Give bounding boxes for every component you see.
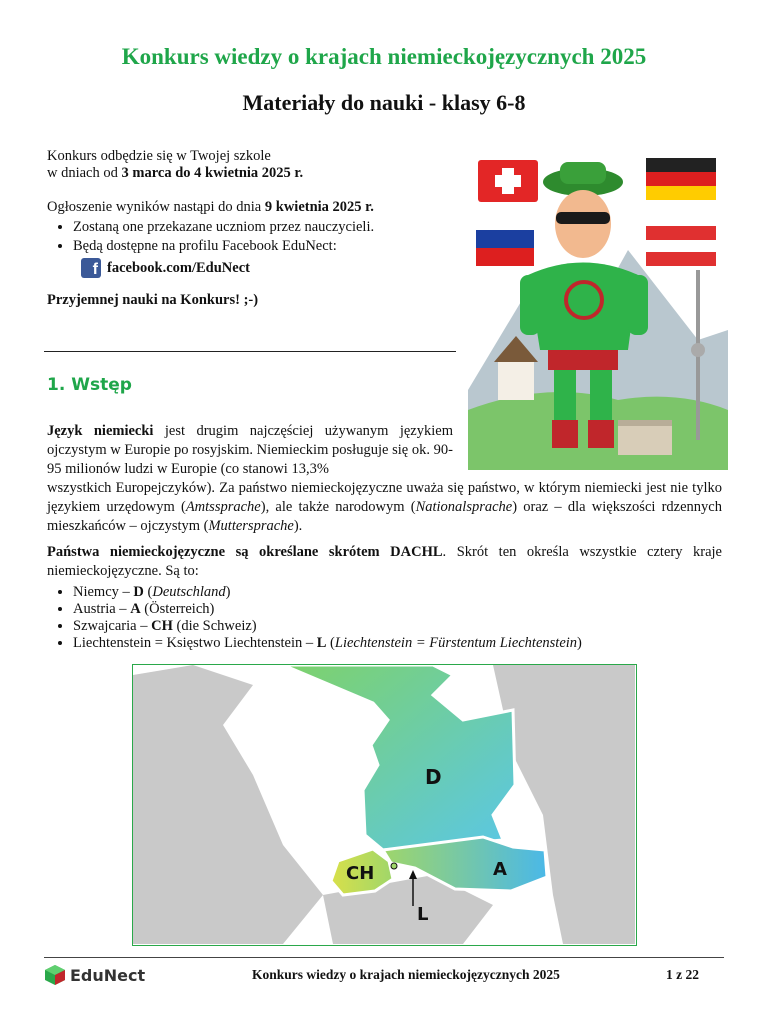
country-paren: ) — [209, 601, 215, 617]
results-bullet: • Zostaną one przekazane uczniom przez nauczycieli. — [73, 218, 467, 237]
logo-cube-icon — [44, 964, 66, 986]
intro-paragraph-1-continued: wszystkich Europejczyków). Za państwo niemieckojęzyczne uważa się państwo, w którym niemiecki jest nie tylko językiem urzędowym (Amtssprache), ale także narodowym (Nationalsprache) oraz – dla większości rdzennych mieszkańców – ojczystym (Muttersprache). — [47, 480, 722, 534]
country-name: Liechtenstein = Księstwo Liechtenstein – — [73, 635, 317, 651]
page-number: 1 z 22 — [666, 967, 699, 982]
label-liechtenstein: L — [417, 904, 429, 925]
section-heading: 1. Wstęp — [47, 375, 132, 395]
country-paren: ( — [326, 635, 335, 651]
country-item — [73, 618, 582, 635]
dachl-map — [132, 664, 637, 946]
country-paren: ) — [225, 584, 231, 600]
country-code: CH — [151, 618, 173, 634]
info-line-2: w dniach od 3 marca do 4 kwietnia 2025 r. — [47, 165, 304, 181]
country-item — [73, 635, 582, 652]
facebook-icon: f — [81, 258, 101, 278]
document-title: Konkurs wiedzy o krajach niemieckojęzycznych 2025 — [121, 44, 647, 69]
country-code: L — [316, 635, 327, 651]
results-bullet: • Będą dostępne na profilu Facebook EduNect: — [73, 237, 467, 256]
liechtenstein-marker — [391, 863, 397, 869]
country-list — [47, 584, 582, 652]
country-paren: ( — [143, 584, 153, 600]
divider — [44, 351, 456, 352]
country-code: A — [130, 601, 141, 617]
country-name: Niemcy – — [73, 584, 134, 600]
closing-line: Przyjemnej nauki na Konkurs! ;-) — [47, 292, 259, 308]
facebook-row[interactable] — [81, 258, 467, 278]
intro-paragraph-1: Język niemiecki jest drugim najczęściej używanym językiem ojczystym w Europie po rosyjskim. Niemieckim posługuje się ok. 90-95 milionów ludzi w Europie (co stanowi 13,3% — [47, 423, 453, 477]
footer-divider — [44, 957, 724, 958]
results-list — [47, 218, 467, 256]
competition-dates: 3 marca do 4 kwietnia 2025 r. — [121, 165, 304, 181]
mascot-illustration — [468, 140, 728, 470]
country-paren: ( — [140, 601, 150, 617]
results-line: Ogłoszenie wyników nastąpi do dnia 9 kwietnia 2025 r. — [47, 199, 374, 215]
country-native-name: Deutschland — [152, 584, 226, 600]
country-code: D — [133, 584, 144, 600]
edunect-logo — [44, 964, 145, 986]
results-date: 9 kwietnia 2025 r. — [264, 199, 374, 215]
country-native-name: Liechtenstein = Fürstentum Liechtenstein — [334, 635, 578, 651]
country-native-name: Österreich — [149, 601, 210, 617]
competition-info — [47, 148, 467, 309]
country-paren: ( — [172, 618, 182, 634]
label-switzerland: CH — [346, 863, 375, 884]
label-germany: D — [425, 765, 442, 789]
country-native-name: die Schweiz — [181, 618, 252, 634]
country-paren: ) — [251, 618, 257, 634]
logo-text: EduNect — [70, 965, 146, 985]
map-graphic — [133, 665, 635, 944]
info-line-1: Konkurs odbędzie się w Twojej szkole — [47, 148, 271, 164]
country-paren: ) — [577, 635, 582, 651]
intro-paragraph-2: Państwa niemieckojęzyczne są określane skrótem DACHL. Skrót ten określa wszystkie cztery kraje niemieckojęzyczne. Są to: — [47, 544, 722, 579]
country-name: Szwajcaria – — [73, 618, 152, 634]
country-name: Austria – — [73, 601, 131, 617]
country-item — [73, 584, 582, 601]
label-austria: A — [493, 859, 507, 880]
facebook-link[interactable]: facebook.com/EduNect — [107, 259, 250, 276]
country-item — [73, 601, 582, 618]
footer-title: Konkurs wiedzy o krajach niemieckojęzycznych 2025 — [252, 967, 560, 982]
document-subtitle: Materiały do nauki - klasy 6-8 — [242, 90, 526, 115]
